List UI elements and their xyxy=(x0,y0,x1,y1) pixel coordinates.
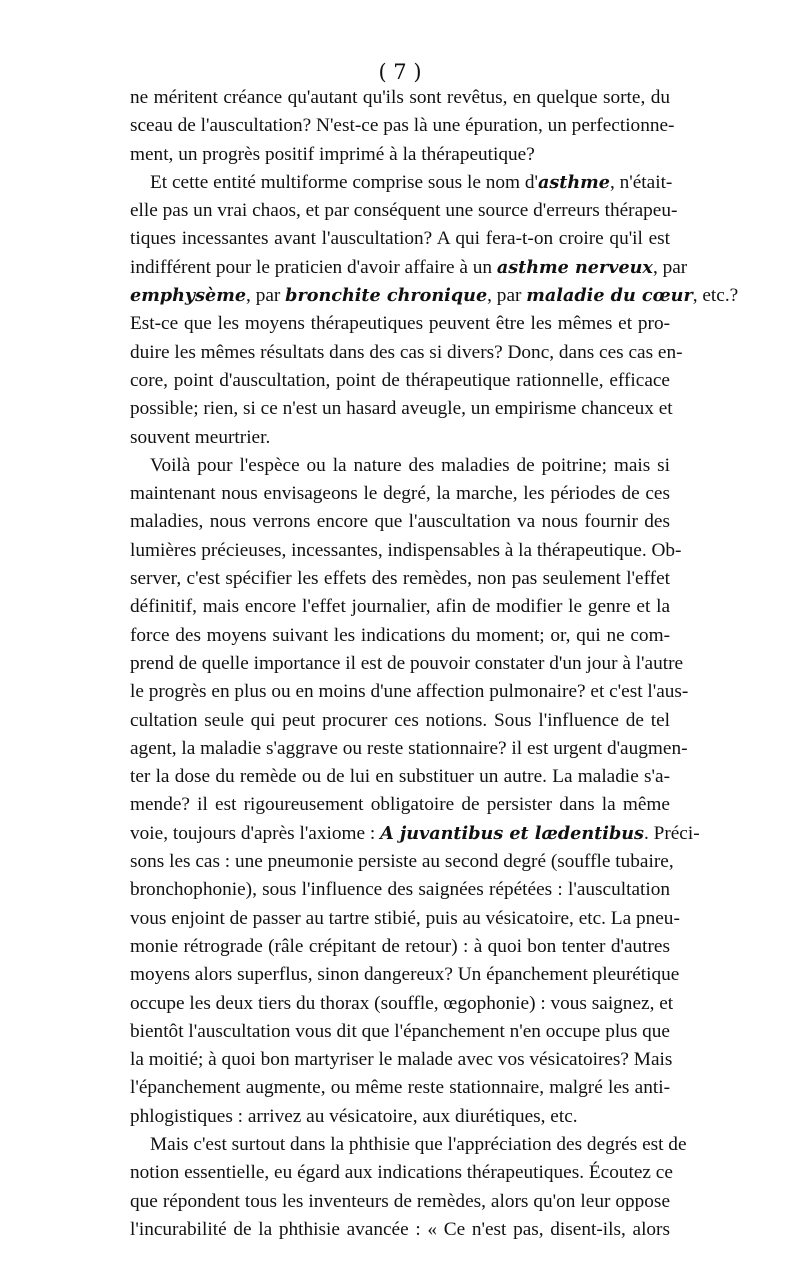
text-line xyxy=(130,112,675,140)
text-run: le progrès en plus ou en moins d'une affection pulmonaire? et c'est l'aus- xyxy=(130,681,689,703)
paragraph xyxy=(130,169,739,452)
text-run: tiques incessantes avant l'auscultation? A qui fera-t-on croire qu'il est xyxy=(130,228,670,250)
text-run: , n'était- xyxy=(609,171,673,193)
text-run: server, c'est spécifier les effets des remèdes, non pas seulement l'effet xyxy=(130,568,670,590)
text-line xyxy=(130,282,739,310)
text-line xyxy=(130,791,670,819)
text-run: , etc.? xyxy=(692,285,739,307)
text-line xyxy=(130,508,670,536)
paragraph xyxy=(130,84,675,169)
text-run: Et cette entité multiforme comprise sous le nom d' xyxy=(150,171,538,193)
body-text xyxy=(130,84,739,1244)
text-run: phlogistiques : arrivez au vésicatoire, aux diurétiques, etc. xyxy=(130,1105,578,1127)
text-line xyxy=(130,678,689,706)
text-line xyxy=(130,961,680,989)
text-run: Mais c'est surtout dans la phthisie que l'appréciation des degrés est de xyxy=(150,1133,687,1155)
text-line xyxy=(130,84,670,112)
text-run: agent, la maladie s'aggrave ou reste stationnaire? il est urgent d'augmen- xyxy=(130,737,688,759)
text-run: duire les mêmes résultats dans des cas si divers? Donc, dans ces cas en- xyxy=(130,341,683,363)
text-run: . Préci- xyxy=(643,822,700,844)
text-line xyxy=(130,650,684,678)
text-line xyxy=(130,1131,687,1159)
text-run: , par xyxy=(246,285,286,307)
text-line xyxy=(130,1216,670,1244)
text-line xyxy=(130,452,670,480)
text-run: bronchophonie), sous l'influence des saignées répétées : l'auscultation xyxy=(130,879,670,901)
text-run: ne méritent créance qu'autant qu'ils sont revêtus, en quelque sorte, du xyxy=(130,87,670,108)
text-run: force des moyens suivant les indications du moment; or, qui ne com- xyxy=(130,624,670,646)
text-run: core, point d'auscultation, point de thérapeutique rationnelle, efficace xyxy=(130,369,670,391)
text-line xyxy=(130,848,674,876)
paragraph xyxy=(130,452,700,1131)
text-run: Est-ce que les moyens thérapeutiques peuvent être les mêmes et pro- xyxy=(130,313,670,335)
italic-term: maladie du cœur xyxy=(526,285,693,307)
italic-term: asthme xyxy=(537,171,610,193)
text-line xyxy=(130,565,670,593)
text-line xyxy=(130,1046,673,1074)
text-line xyxy=(130,1103,670,1131)
text-run: que répondent tous les inventeurs de remèdes, alors qu'on leur oppose xyxy=(130,1190,670,1212)
paragraph xyxy=(130,1131,687,1244)
italic-term: bronchite chronique xyxy=(285,285,488,307)
text-run: ment, un progrès positif imprimé à la thérapeutique? xyxy=(130,143,535,165)
page-number: ( 7 ) xyxy=(378,60,422,84)
text-line xyxy=(130,254,688,282)
text-line xyxy=(130,1159,673,1187)
text-run: monie rétrograde (râle crépitant de retour) : à quoi bon tenter d'autres xyxy=(130,935,670,957)
text-line xyxy=(130,537,682,565)
text-run: Voilà pour l'espèce ou la nature des maladies de poitrine; mais si xyxy=(150,454,670,476)
text-line xyxy=(130,905,680,933)
text-run: prend de quelle importance il est de pouvoir constater d'un jour à l'autre xyxy=(130,652,684,674)
italic-term: asthme nerveux xyxy=(496,256,653,278)
text-run: moyens alors superflus, sinon dangereux? Un épanchement pleurétique xyxy=(130,964,680,986)
text-run: ter la dose du remède ou de lui en substituer un autre. La maladie s'a- xyxy=(130,766,670,788)
text-line xyxy=(130,367,670,395)
text-run: elle pas un vrai chaos, et par conséquent une source d'erreurs thérapeu- xyxy=(130,200,678,222)
text-run: définitif, mais encore l'effet journalier, afin de modifier le genre et la xyxy=(130,596,670,618)
text-line xyxy=(130,1018,670,1046)
text-line xyxy=(130,339,683,367)
text-line xyxy=(130,480,670,508)
text-run: , par xyxy=(652,256,688,278)
text-line xyxy=(130,310,670,338)
text-line xyxy=(130,197,678,225)
text-run: lumières précieuses, incessantes, indispensables à la thérapeutique. Ob- xyxy=(130,539,682,561)
text-line xyxy=(130,820,700,848)
text-run: maintenant nous envisageons le degré, la marche, les périodes de ces xyxy=(130,483,670,505)
text-run: possible; rien, si ce n'est un hasard aveugle, un empirisme chanceux et xyxy=(130,398,673,420)
text-run: , par xyxy=(487,285,527,307)
text-run: voie, toujours d'après l'axiome : xyxy=(130,822,381,844)
text-run: indifférent pour le praticien d'avoir affaire à un xyxy=(130,256,497,278)
text-run: sons les cas : une pneumonie persiste au second degré (souffle tubaire, xyxy=(130,851,674,873)
italic-term: emphysème xyxy=(130,285,247,307)
text-line xyxy=(130,933,670,961)
text-run: occupe les deux tiers du thorax (souffle, œgophonie) : vous saignez, et xyxy=(130,992,674,1014)
text-line xyxy=(130,169,673,197)
text-run: maladies, nous verrons encore que l'auscultation va nous fournir des xyxy=(130,511,670,533)
text-run: la moitié; à quoi bon martyriser le malade avec vos vésicatoires? Mais xyxy=(130,1049,673,1071)
text-line xyxy=(130,1074,670,1102)
text-line xyxy=(130,763,670,791)
text-line xyxy=(130,990,674,1018)
text-run: mende? il est rigoureusement obligatoire de persister dans la même xyxy=(130,794,670,816)
text-run: sceau de l'auscultation? N'est-ce pas là une épuration, un perfectionne- xyxy=(130,115,675,137)
text-line xyxy=(130,622,670,650)
text-run: cultation seule qui peut procurer ces notions. Sous l'influence de tel xyxy=(130,709,670,731)
text-line xyxy=(130,395,673,423)
italic-term: A juvantibus et lædentibus xyxy=(380,822,644,844)
text-run: l'incurabilité de la phthisie avancée : « Ce n'est pas, disent-ils, alors xyxy=(130,1218,670,1240)
text-run: souvent meurtrier. xyxy=(130,426,271,448)
text-run: notion essentielle, eu égard aux indications thérapeutiques. Écoutez ce xyxy=(130,1162,673,1184)
text-line xyxy=(130,593,670,621)
text-line xyxy=(130,141,670,169)
text-run: bientôt l'auscultation vous dit que l'épanchement n'en occupe plus que xyxy=(130,1020,670,1042)
text-line xyxy=(130,1188,670,1216)
text-line xyxy=(130,707,670,735)
text-line xyxy=(130,424,670,452)
text-run: vous enjoint de passer au tartre stibié, puis au vésicatoire, etc. La pneu- xyxy=(130,907,680,929)
text-line xyxy=(130,225,670,253)
text-run: l'épanchement augmente, ou même reste stationnaire, malgré les anti- xyxy=(130,1077,670,1099)
text-line xyxy=(130,735,688,763)
text-line xyxy=(130,876,670,904)
